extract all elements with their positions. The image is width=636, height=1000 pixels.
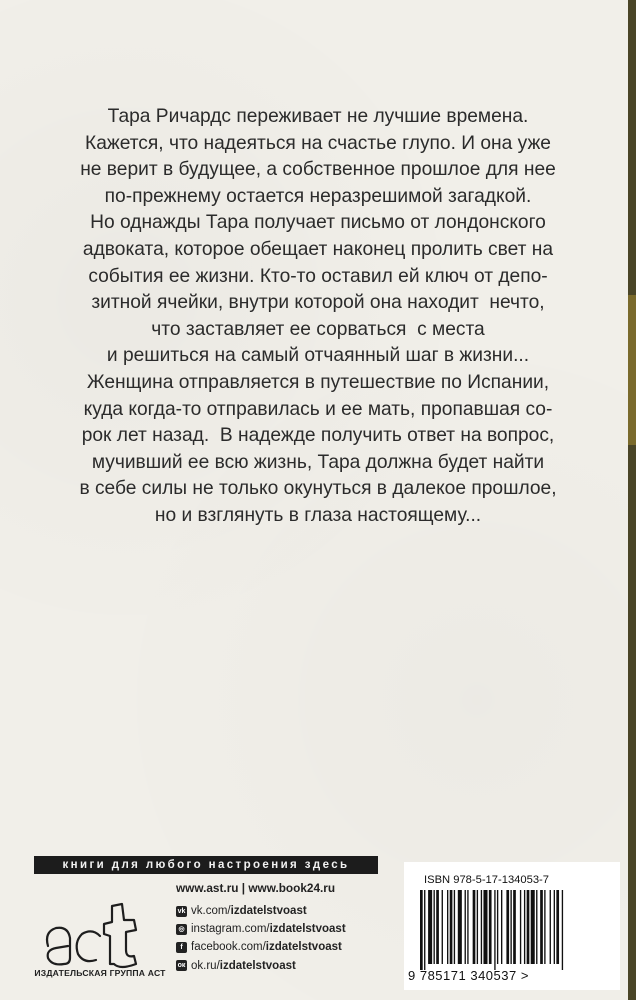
social-url-prefix: ok.ru/ xyxy=(191,959,220,972)
blurb-line: и решиться на самый отчаянный шаг в жизни... xyxy=(106,345,530,367)
blurb-line: Тара Ричардс переживает не лучшие времена. xyxy=(107,106,529,127)
social-handle: izdatelstvoast xyxy=(269,923,346,936)
blurb-line: куда когда-то отправилась и ее мать, пропавшая со- xyxy=(83,398,553,420)
blurb-line: Кажется, что надеяться на счастье глупо. И она уже xyxy=(85,132,551,154)
isbn-label: ISBN 978-5-17-134053-7 xyxy=(424,874,550,886)
social-handle: izdatelstvoast xyxy=(230,905,307,918)
blurb-line: Женщина отправляется в путешествие по Испании, xyxy=(86,371,550,393)
blurb-line: что заставляет ее сорваться с места xyxy=(151,318,485,340)
isbn-block xyxy=(404,862,620,990)
blurb-text xyxy=(40,104,596,530)
blurb-line: зитной ячейки, внутри которой она находит нечто, xyxy=(91,292,545,314)
social-url-prefix: vk.com/ xyxy=(191,905,231,918)
social-link-instagram[interactable] xyxy=(176,920,390,938)
blurb-line: но и взглянуть в глаза настоящему... xyxy=(154,504,482,526)
spine-accent xyxy=(628,295,636,445)
social-handle: izdatelstvoast xyxy=(219,959,296,972)
blurb-line: в себе силы не только окунуться в далекое прошлое, xyxy=(79,478,557,500)
blurb-line: адвоката, которое обещает наконец пролить свет на xyxy=(82,238,554,260)
odnoklassniki-icon: ок xyxy=(177,962,186,970)
blurb-line: мучивший ее всю жизнь, Тара должна будет найти xyxy=(91,451,545,473)
barcode-digits: 9 785171 340537 > xyxy=(408,968,529,983)
blurb-line: не верит в будущее, а собственное прошлое для нее xyxy=(80,159,556,181)
website-links[interactable]: www.ast.ru | www.book24.ru xyxy=(176,881,336,895)
barcode-icon xyxy=(418,890,608,970)
blurb-line: события ее жизни. Кто-то оставил ей ключ от депо- xyxy=(88,265,548,287)
social-link-vk[interactable] xyxy=(176,902,390,920)
slogan-banner: книги для любого настроения здесь xyxy=(34,856,378,874)
social-handle: izdatelstvoast xyxy=(265,941,342,954)
social-url-prefix: facebook.com/ xyxy=(191,941,266,954)
spine-edge xyxy=(628,0,636,1000)
publisher-links xyxy=(176,880,390,975)
blurb-line: рок лет назад. В надежде получить ответ на вопрос, xyxy=(81,425,555,447)
vk-icon: vk xyxy=(177,907,186,915)
blurb-line: по-прежнему остается неразрешимой загадкой. xyxy=(104,185,532,207)
social-link-facebook[interactable] xyxy=(176,938,390,956)
blurb-line: Но однажды Тара получает письмо от лондонского xyxy=(90,212,546,234)
instagram-icon: ◎ xyxy=(176,924,187,935)
facebook-icon: f xyxy=(176,942,187,953)
social-url-prefix: instagram.com/ xyxy=(191,923,270,936)
publisher-caption: ИЗДАТЕЛЬСКАЯ ГРУППА АСТ xyxy=(34,968,166,978)
social-link-ok[interactable] xyxy=(176,957,390,975)
